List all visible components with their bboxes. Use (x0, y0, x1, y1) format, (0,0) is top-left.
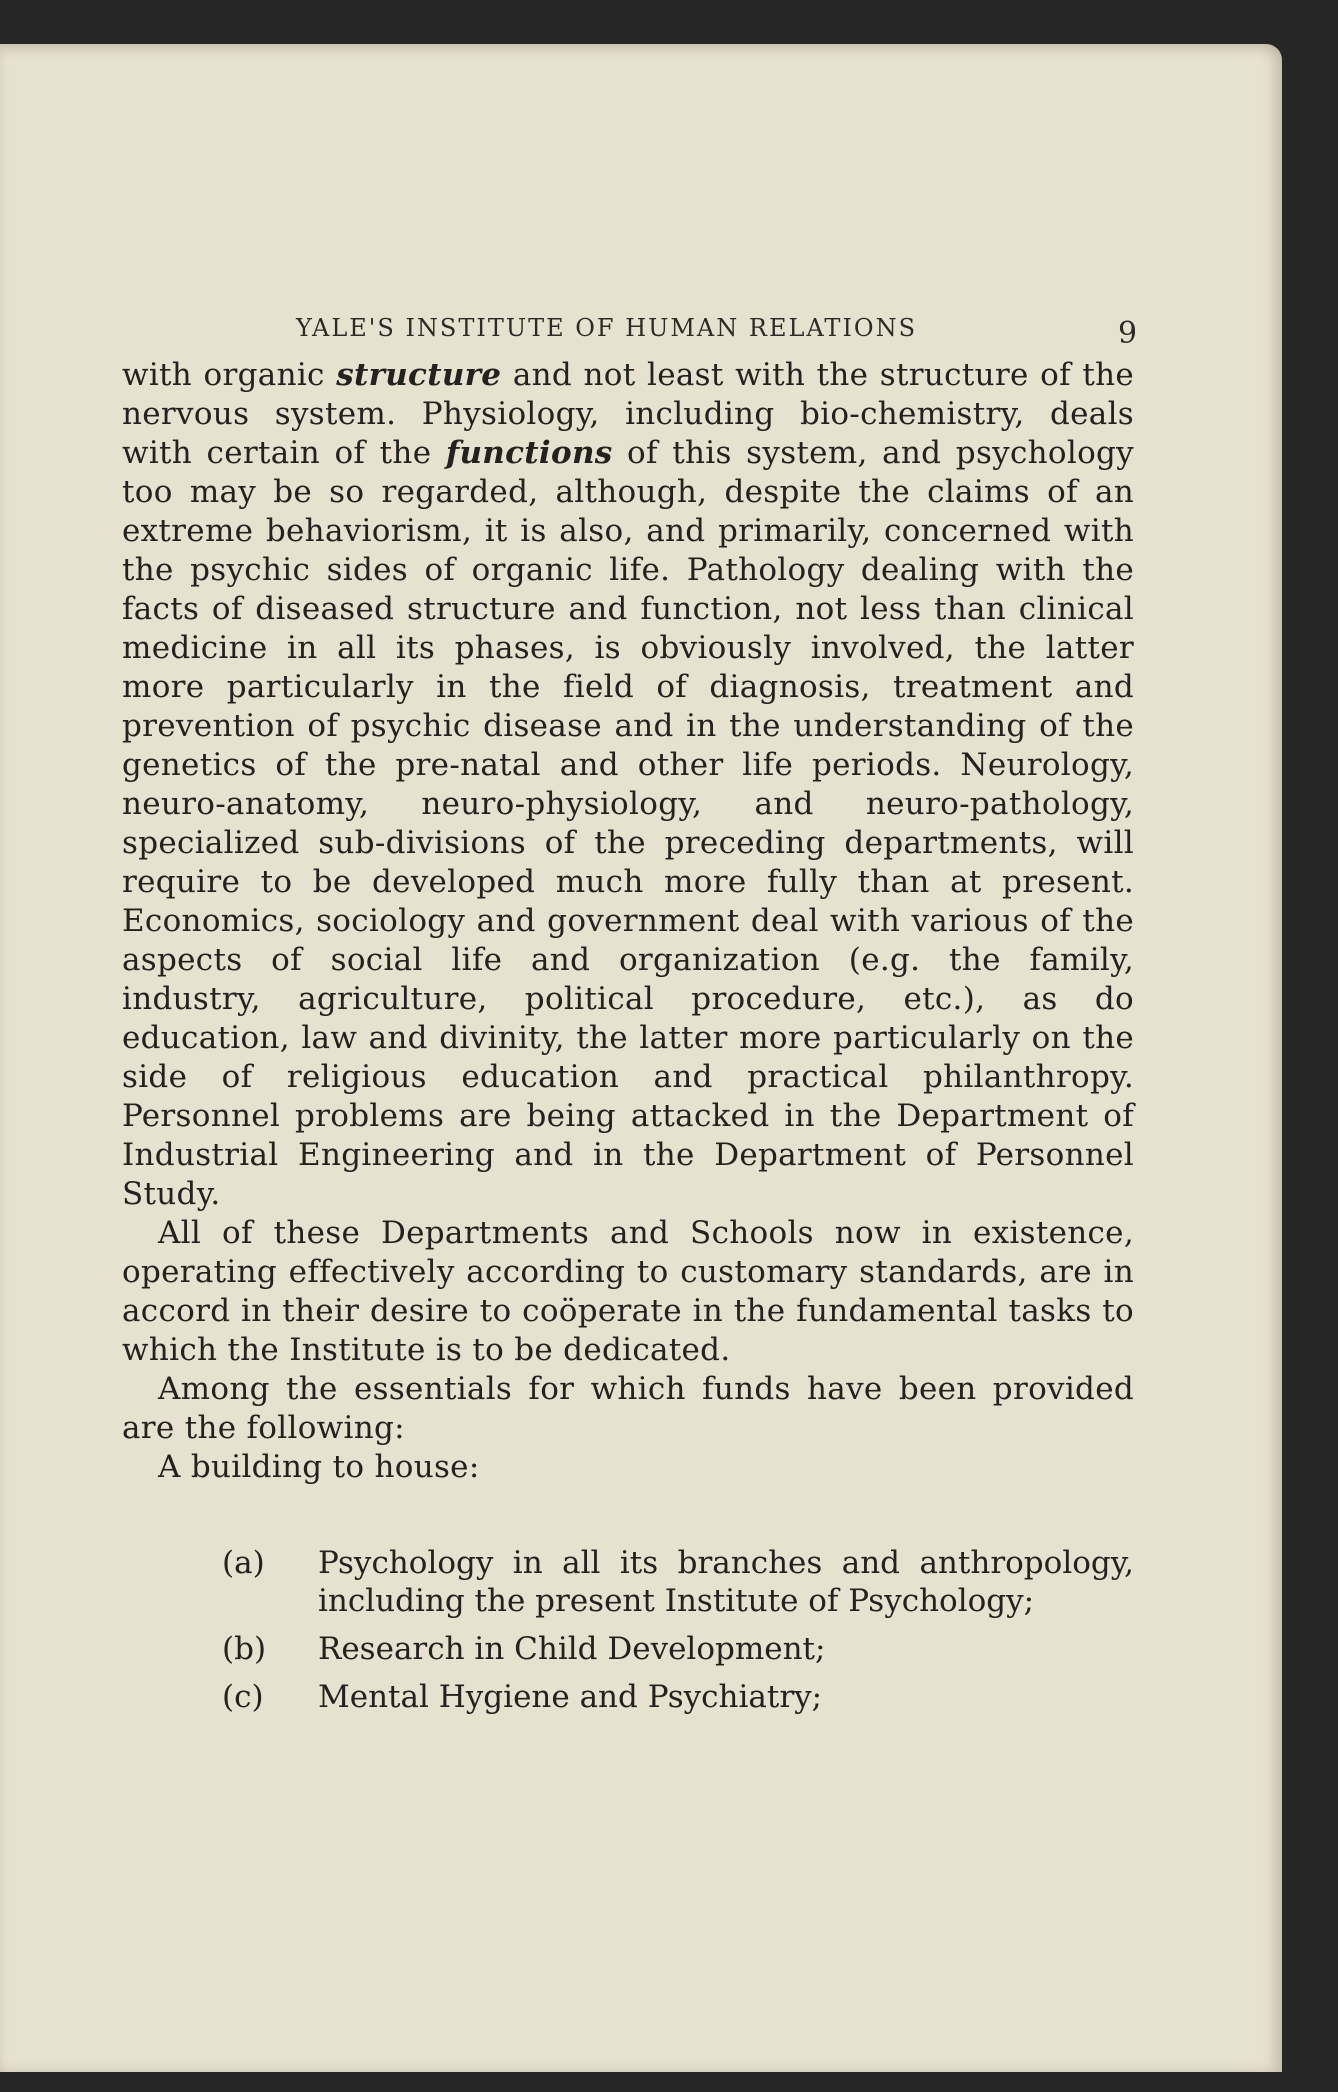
paragraph-2: All of these Departments and Schools now in existence, operating effectively according to customary standards, are in accord in their desire to coöperate in the fundamental tasks to which the Institute is to be dedicated. (122, 1215, 1134, 1368)
list-item (222, 1630, 1134, 1668)
list-item-text: Research in Child Development; (318, 1631, 826, 1667)
running-head: YALE'S INSTITUTE OF HUMAN RELATIONS (296, 314, 918, 342)
list-item (222, 1678, 1134, 1716)
paragraph-1 (122, 356, 1134, 1214)
body-text (122, 356, 1134, 1487)
list-item-text: Mental Hygiene and Psychiatry; (318, 1679, 823, 1715)
page-number: 9 (1118, 316, 1138, 351)
p1-text-1: with organic (122, 357, 337, 393)
list-item (222, 1544, 1134, 1620)
building-list (222, 1544, 1134, 1726)
p1-emphasis-functions: functions (445, 435, 613, 471)
list-marker: (a) (222, 1545, 265, 1581)
paragraph-4: A building to house: (158, 1449, 480, 1485)
list-item-text: Psychology in all its branches and anthropology, including the present Institute of Psychology; (318, 1545, 1134, 1619)
p1-text-2: and not least with the structure of the nervous system. Physiology, including bio-chemistry, deals with certain of the (122, 357, 1134, 471)
paragraph-3: Among the essentials for which funds have been provided are the following: (122, 1371, 1134, 1446)
p1-emphasis-structure: structure (336, 357, 502, 393)
p1-text-3: of this system, and psychology too may be so regarded, although, despite the claims of an extreme behaviorism, it is also, and primarily, concerned with the psychic sides of organic life. Pathology dealing with the facts of diseased structure and function, not less than clinical medicine in all its phases, is obviously involved, the latter more particularly in the field of diagnosis, treatment and prevention of psychic disease and in the understanding of the genetics of the pre-natal and other life periods. Neurology, neuro-anatomy, neuro-physiology, and neuro-pathology, specialized sub-divisions of the preceding departments, will require to be developed much more fully than at present. Economics, sociology and government deal with various of the aspects of social life and organization (e.g. the family, industry, agriculture, political procedure, etc.), as do education, law and divinity, the latter more particularly on the side of religious education and practical philanthropy. Personnel problems are being attacked in the Department of Industrial Engineering and in the Department of Personnel Study. (122, 435, 1134, 1212)
list-marker: (b) (222, 1631, 267, 1667)
list-marker: (c) (222, 1679, 264, 1715)
